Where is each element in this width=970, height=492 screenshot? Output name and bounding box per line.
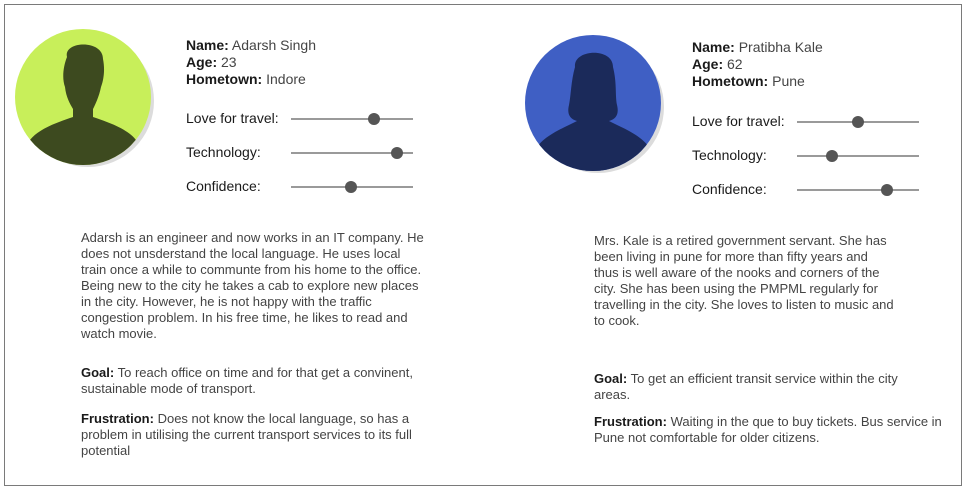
goal-text: To reach office on time and for that get a convinent, sustainable mode of transport. xyxy=(81,365,413,396)
slider-label: Technology: xyxy=(692,147,767,163)
hometown-row xyxy=(186,71,316,88)
slider-confidence xyxy=(692,181,932,215)
slider-love-for-travel xyxy=(692,113,932,147)
hometown-row xyxy=(692,73,823,90)
slider-label: Confidence: xyxy=(692,181,767,197)
slider-track[interactable] xyxy=(291,186,413,188)
slider-track[interactable] xyxy=(797,155,919,157)
slider-technology xyxy=(692,147,932,181)
frustration-text: Does not know the local language, so has a problem in utilising the current transport services to its full potential xyxy=(81,411,412,458)
name-label: Name: xyxy=(186,37,229,53)
frustration-text: Waiting in the que to buy tickets. Bus service in Pune not comfortable for older citizens. xyxy=(594,414,942,445)
name-row xyxy=(692,39,823,56)
goal-text: To get an efficient transit service within the city areas. xyxy=(594,371,898,402)
slider-label: Love for travel: xyxy=(186,110,279,126)
slider-track[interactable] xyxy=(797,189,919,191)
slider-knob[interactable] xyxy=(345,181,357,193)
persona-details xyxy=(692,39,823,90)
persona-details xyxy=(186,37,316,88)
slider-track[interactable] xyxy=(797,121,919,123)
age-label: Age: xyxy=(692,56,724,72)
user-silhouette-icon xyxy=(15,27,155,167)
frustration-label: Frustration: xyxy=(81,411,154,426)
persona-goal xyxy=(81,365,441,397)
goal-label: Goal: xyxy=(81,365,115,380)
slider-knob[interactable] xyxy=(852,116,864,128)
slider-track[interactable] xyxy=(291,152,413,154)
avatar xyxy=(15,27,155,167)
avatar xyxy=(525,33,665,173)
name-label: Name: xyxy=(692,39,735,55)
slider-technology xyxy=(186,144,426,178)
age-value: 23 xyxy=(221,54,237,70)
slider-track[interactable] xyxy=(291,118,413,120)
slider-label: Technology: xyxy=(186,144,261,160)
persona-bio: Mrs. Kale is a retired government servant. She has been living in pune for more than fifty years and thus is well aware of the nooks and corners of the city. She has been using the PMPML regularly for travelling in the city. She loves to listen to music and to cook. xyxy=(594,233,894,328)
slider-label: Love for travel: xyxy=(692,113,785,129)
hometown-value: Pune xyxy=(772,73,805,89)
trait-sliders xyxy=(186,110,426,212)
hometown-value: Indore xyxy=(266,71,306,87)
persona-bio: Adarsh is an engineer and now works in an IT company. He does not unsderstand the local language. He uses local train once a while to communte from his home to the office. Being new to the city he takes a cab to explore new places in the city. However, he is not happy with the traffic congestion problem. In his free time, he likes to read and watch movie. xyxy=(81,230,424,341)
age-value: 62 xyxy=(727,56,743,72)
slider-confidence xyxy=(186,178,426,212)
age-label: Age: xyxy=(186,54,218,70)
hometown-label: Hometown: xyxy=(186,71,263,87)
name-value: Pratibha Kale xyxy=(738,39,823,55)
slider-knob[interactable] xyxy=(368,113,380,125)
persona-card-pratibha xyxy=(485,5,963,485)
persona-board xyxy=(4,4,962,486)
name-value: Adarsh Singh xyxy=(231,37,316,53)
slider-love-for-travel xyxy=(186,110,426,144)
age-row xyxy=(186,54,316,71)
persona-frustration xyxy=(81,411,431,459)
user-silhouette-icon xyxy=(525,33,665,173)
persona-goal xyxy=(594,371,934,403)
slider-label: Confidence: xyxy=(186,178,261,194)
persona-card-adarsh xyxy=(5,5,485,485)
goal-label: Goal: xyxy=(594,371,628,386)
trait-sliders xyxy=(692,113,932,215)
persona-frustration xyxy=(594,414,944,446)
age-row xyxy=(692,56,823,73)
hometown-label: Hometown: xyxy=(692,73,769,89)
frustration-label: Frustration: xyxy=(594,414,667,429)
slider-knob[interactable] xyxy=(826,150,838,162)
name-row xyxy=(186,37,316,54)
slider-knob[interactable] xyxy=(391,147,403,159)
slider-knob[interactable] xyxy=(881,184,893,196)
